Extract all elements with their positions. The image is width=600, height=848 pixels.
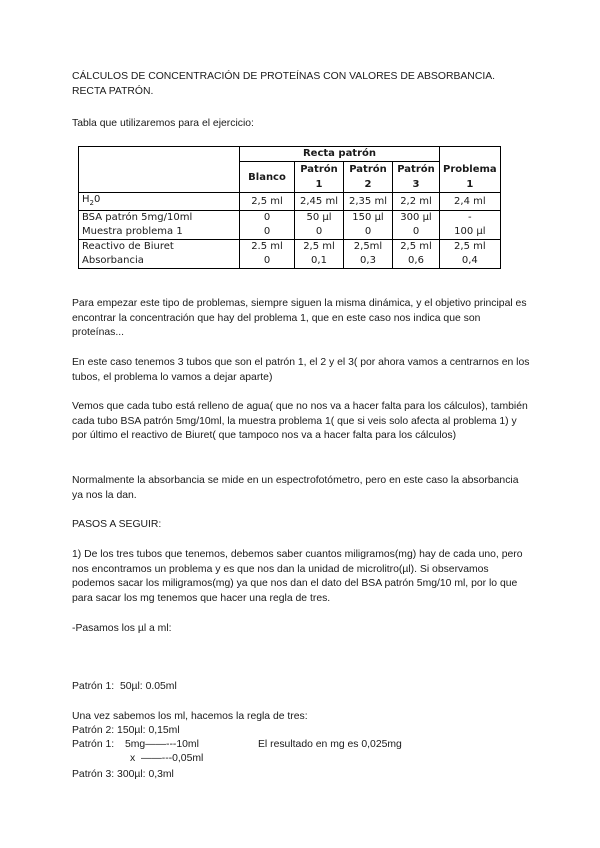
col-header-problema-1: Problema 1 <box>440 162 501 193</box>
table-cell: 0 <box>295 225 344 240</box>
table-cell: 2,5 ml <box>393 240 440 255</box>
calc-line-1: 5mg——---10ml <box>125 739 199 750</box>
col-header-patron-3: Patrón 3 <box>393 162 440 193</box>
table-cell: 0,4 <box>440 254 501 269</box>
calc-result: El resultado en mg es 0,025mg <box>258 739 402 750</box>
title-line-2: RECTA PATRÓN. <box>72 85 154 97</box>
table-row-bsa <box>79 211 501 226</box>
convert-heading: -Pasamos los µl a ml: <box>72 623 172 634</box>
table-cell: 2,45 ml <box>295 193 344 211</box>
table-intro: Tabla que utilizaremos para el ejercicio: <box>72 118 254 129</box>
steps-heading: PASOS A SEGUIR: <box>72 519 162 530</box>
col-header-blanco: Blanco <box>240 162 295 193</box>
table-cell: 2,5ml <box>344 240 393 255</box>
table-cell: 0 <box>393 225 440 240</box>
table-cell: 0,6 <box>393 254 440 269</box>
col-header-patron-1: Patrón 1 <box>295 162 344 193</box>
row-label: Reactivo de Biuret <box>79 240 240 255</box>
paragraph-2: En este caso tenemos 3 tubos que son el patrón 1, el 2 y el 3( por ahora vamos a centrarnos en los tubos, el problema lo vamos a dejar aparte) <box>72 357 533 383</box>
row-label: Absorbancia <box>79 254 240 269</box>
table-group-header: Recta patrón <box>240 147 440 162</box>
standard-curve-table <box>78 146 501 269</box>
table-cell: 2,5 ml <box>295 240 344 255</box>
table-cell: 300 µl <box>393 211 440 226</box>
conversion-item: Patrón 1: 50µl: 0.05ml <box>72 681 177 693</box>
document-title <box>72 70 532 99</box>
conversion-list <box>72 651 532 812</box>
conversion-item: Patrón 2: 150µl: 0,15ml <box>72 724 180 736</box>
table-empty-header <box>440 147 501 162</box>
paragraph-4: Normalmente la absorbancia se mide en un espectrofotómetro, pero en este caso la absorbancia ya nos la dan. <box>72 475 522 501</box>
table-cell: - <box>440 211 501 226</box>
table-cell: 0 <box>240 254 295 269</box>
conversion-item: Patrón 3: 300µl: 0,3ml <box>72 768 174 780</box>
step-1-text: 1) De los tres tubos que tenemos, debemos saber cuantos miligramos(mg) hay de cada uno, pero nos encontramos un problema y es que nos dan la unidad de microlitro(µl). Si observamos podemos sacar los miligramos(mg) ya que nos dan el dato del BSA patrón 5mg/10 ml, por lo que para sacar los mg tenemos que hacer una regla de tres. <box>72 549 526 604</box>
table-cell: 150 µl <box>344 211 393 226</box>
table-cell: 2,35 ml <box>344 193 393 211</box>
table-cell: 2,5 ml <box>240 193 295 211</box>
row-label: Muestra problema 1 <box>79 225 240 240</box>
table-cell: 0 <box>240 225 295 240</box>
row-label: BSA patrón 5mg/10ml <box>79 211 240 226</box>
table-cell: 0 <box>240 211 295 226</box>
table-row-h2o <box>79 193 501 211</box>
title-line-1: CÁLCULOS DE CONCENTRACIÓN DE PROTEÍNAS CON VALORES DE ABSORBANCIA. <box>72 71 496 82</box>
rule-intro: Una vez sabemos los ml, hacemos la regla de tres: <box>72 711 308 722</box>
col-header-patron-2: Patrón 2 <box>344 162 393 193</box>
table-cell: 100 µl <box>440 225 501 240</box>
table-row-biuret <box>79 240 501 255</box>
table-cell: 0 <box>344 225 393 240</box>
table-cell: 2,4 ml <box>440 193 501 211</box>
calc-line-2: x ——---0,05ml <box>130 753 204 764</box>
paragraph-3: Vemos que cada tubo está relleno de agua( que no nos va a hacer falta para los cálculos), también cada tubo BSA patrón 5mg/10ml, la muestra problema 1( que si veis solo afecta al problema 1) y por último el reactivo de Biuret( que tampoco nos va a hacer falta para los cálculos) <box>72 401 531 442</box>
table-cell: 50 µl <box>295 211 344 226</box>
table-cell: 2.5 ml <box>240 240 295 255</box>
calc-label: Patrón 1: <box>72 739 115 750</box>
table-corner-cell <box>79 147 240 193</box>
table-row-absorbancia <box>79 254 501 269</box>
table-cell: 0,3 <box>344 254 393 269</box>
table-row-muestra <box>79 225 501 240</box>
table-cell: 2,2 ml <box>393 193 440 211</box>
row-label: $H_20$ <box>79 193 240 211</box>
paragraph-1: Para empezar este tipo de problemas, siempre siguen la misma dinámica, y el objetivo principal es encontrar la concentración que hay del problema 1, que en este caso nos indica que son proteínas... <box>72 298 530 339</box>
table-cell: 2,5 ml <box>440 240 501 255</box>
table-cell: 0,1 <box>295 254 344 269</box>
